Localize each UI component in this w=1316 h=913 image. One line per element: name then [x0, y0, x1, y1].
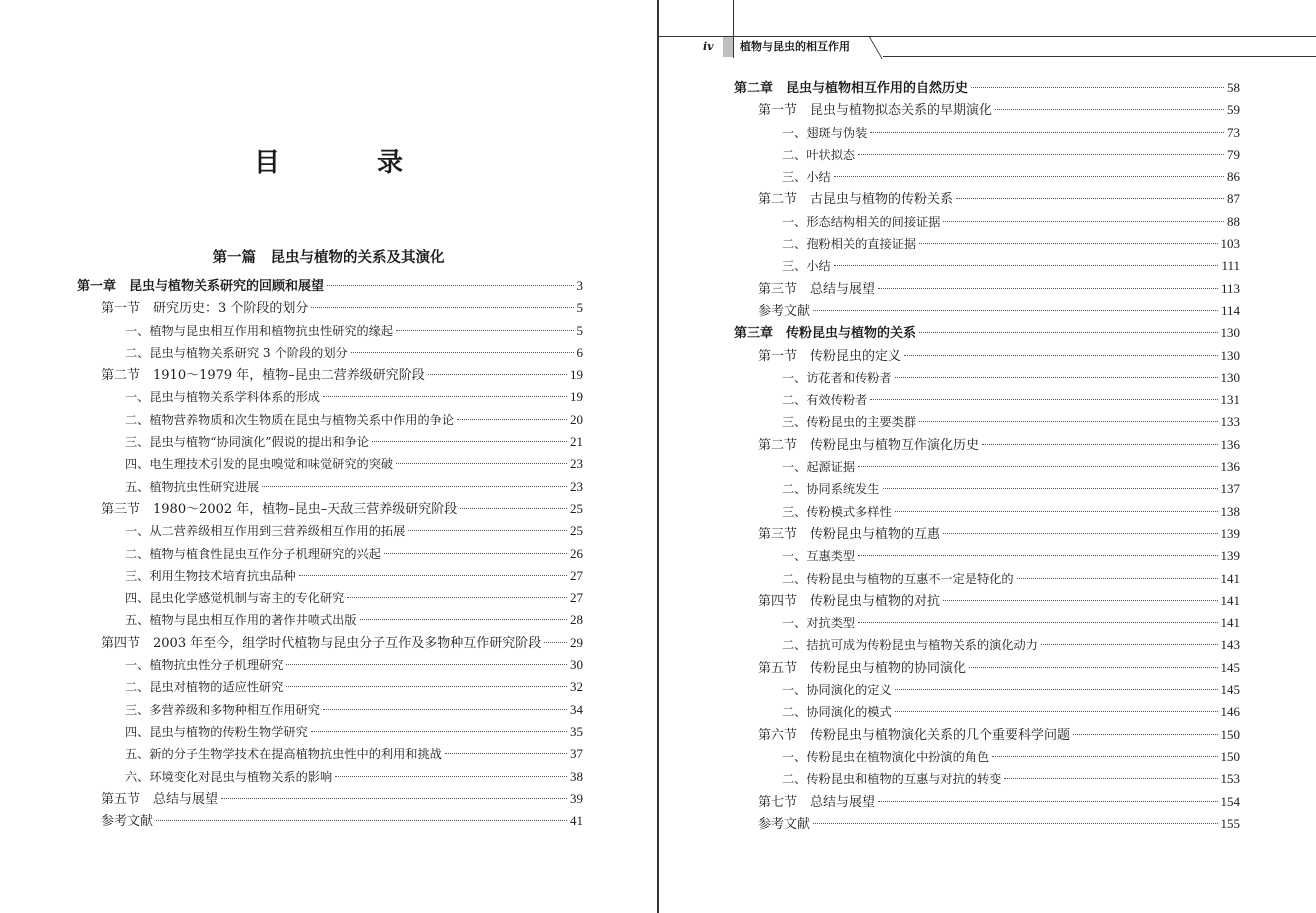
toc-entry-page-number: 34	[570, 701, 583, 717]
dot-leader	[360, 619, 567, 620]
toc-entry-item	[734, 612, 1240, 634]
toc-entry-item	[734, 411, 1240, 433]
toc-entry-page-number: 87	[1227, 191, 1240, 207]
toc-entry-item	[77, 699, 583, 721]
toc-entry-label: 第四节 2003 年至今，组学时代植物与昆虫分子互作及多物种互作研究阶段	[101, 635, 542, 651]
toc-entry-item	[734, 679, 1240, 701]
toc-entry-page-number: 114	[1220, 302, 1240, 318]
toc-entry-label: 第二节 1910～1979 年，植物–昆虫二营养级研究阶段	[101, 368, 425, 384]
dot-leader	[327, 285, 573, 286]
dot-leader	[895, 511, 1218, 512]
toc-entry-page-number: 130	[1220, 347, 1240, 363]
toc-entry-ref	[734, 300, 1240, 322]
toc-entry-ref	[734, 813, 1240, 835]
toc-entry-page-number: 19	[570, 367, 583, 383]
toc-entry-section	[734, 523, 1240, 545]
dot-leader	[408, 530, 567, 531]
toc-entry-page-number: 139	[1220, 525, 1240, 541]
dot-leader	[982, 444, 1217, 445]
toc-entry-page-number: 23	[570, 456, 583, 472]
toc-entry-item	[734, 367, 1240, 389]
dot-leader	[969, 667, 1217, 668]
dot-leader	[956, 198, 1224, 199]
dot-leader	[858, 622, 1217, 623]
dot-leader	[460, 508, 567, 509]
toc-entry-page-number: 150	[1220, 726, 1240, 742]
toc-entry-item	[77, 676, 583, 698]
toc-entry-page-number: 39	[570, 790, 583, 806]
header-book-title: 植物与昆虫的相互作用	[740, 40, 850, 53]
toc-entry-label: 一、访花者和传粉者	[782, 370, 892, 385]
toc-entry-item	[77, 320, 583, 342]
toc-entry-item	[77, 654, 583, 676]
toc-entry-label: 一、协同演化的定义	[782, 683, 892, 698]
toc-entry-label: 二、孢粉相关的直接证据	[782, 237, 917, 252]
toc-entry-section	[734, 188, 1240, 210]
toc-entry-label: 四、昆虫与植物的传粉生物学研究	[125, 724, 308, 739]
toc-entry-label: 二、昆虫与植物关系研究 3 个阶段的划分	[125, 345, 348, 360]
toc-entry-page-number: 113	[1220, 280, 1240, 296]
toc-entry-page-number: 58	[1227, 80, 1240, 95]
toc-entry-label: 第一节 昆虫与植物拟态关系的早期演化	[758, 103, 993, 119]
dot-leader	[311, 307, 573, 308]
dot-leader	[372, 441, 567, 442]
dot-leader	[457, 419, 567, 420]
toc-entry-item	[77, 721, 583, 743]
toc-entry-section	[77, 498, 583, 520]
toc-entry-label: 参考文献	[758, 816, 811, 832]
dot-leader	[883, 488, 1218, 489]
toc-entry-label: 三、小结	[782, 170, 831, 185]
toc-entry-item	[734, 389, 1240, 411]
dot-leader	[351, 352, 574, 353]
toc-entry-label: 二、传粉昆虫和植物的互惠与对抗的转变	[782, 772, 1002, 787]
toc-entry-label: 五、植物与昆虫相互作用的著作井喷式出版	[125, 613, 357, 628]
dot-leader	[834, 176, 1224, 177]
toc-entry-item	[734, 211, 1240, 233]
toc-entry-label: 二、拮抗可成为传粉昆虫与植物关系的演化动力	[782, 638, 1038, 653]
toc-entry-section	[734, 590, 1240, 612]
toc-entry-item	[77, 587, 583, 609]
toc-entry-label: 二、有效传粉者	[782, 393, 868, 408]
toc-entry-label: 三、传粉模式多样性	[782, 504, 892, 519]
dot-leader	[878, 801, 1217, 802]
toc-entry-label: 第二章 昆虫与植物相互作用的自然历史	[734, 81, 969, 96]
toc-entry-label: 二、传粉昆虫与植物的互惠不一定是特化的	[782, 571, 1014, 586]
dot-leader	[895, 711, 1218, 712]
toc-entry-page-number: 21	[570, 434, 583, 450]
toc-entry-page-number: 145	[1220, 659, 1240, 675]
toc-entry-page-number: 38	[570, 768, 583, 784]
toc-entry-page-number: 111	[1221, 258, 1240, 274]
toc-entry-item	[77, 520, 583, 542]
toc-entry-ref	[77, 810, 583, 832]
dot-leader	[445, 753, 567, 754]
dot-leader	[878, 288, 1218, 289]
toc-entry-label: 三、小结	[782, 259, 831, 274]
toc-entry-label: 三、昆虫与植物“协同演化”假说的提出和争论	[125, 435, 370, 450]
toc-entry-label: 第三节 传粉昆虫与植物的互惠	[758, 526, 941, 542]
toc-entry-page-number: 130	[1220, 325, 1240, 341]
header-bottom-rule	[883, 56, 1316, 57]
toc-entry-page-number: 41	[570, 813, 583, 829]
dot-leader	[221, 798, 567, 799]
toc-entry-item	[734, 456, 1240, 478]
toc-entry-label: 第一节 研究历史：3 个阶段的划分	[101, 301, 309, 317]
toc-entry-item	[734, 478, 1240, 500]
dot-leader	[1041, 644, 1218, 645]
toc-entry-label: 二、协同系统发生	[782, 482, 880, 497]
toc-entry-label: 五、新的分子生物学技术在提高植物抗虫性中的利用和挑战	[125, 747, 442, 762]
toc-entry-label: 一、植物与昆虫相互作用和植物抗虫性研究的缘起	[125, 323, 394, 338]
toc-entry-page-number: 138	[1220, 503, 1240, 519]
dot-leader	[813, 310, 1218, 311]
toc-entry-label: 第二节 传粉昆虫与植物互作演化历史	[758, 437, 980, 453]
toc-entry-page-number: 35	[570, 723, 583, 739]
running-header	[659, 0, 1316, 60]
dot-leader	[995, 109, 1224, 110]
toc-entry-page-number: 25	[570, 500, 583, 516]
dot-leader	[323, 709, 567, 710]
toc-entry-page-number: 6	[576, 344, 583, 360]
toc-title: 目 录	[253, 148, 448, 178]
toc-entry-item	[734, 166, 1240, 188]
header-tab-marker	[723, 37, 733, 57]
toc-entry-item	[77, 409, 583, 431]
toc-entry-page-number: 88	[1227, 213, 1240, 229]
toc-entry-item	[734, 255, 1240, 277]
toc-entry-section	[734, 791, 1240, 813]
left-page	[0, 0, 657, 913]
toc-entry-page-number: 29	[570, 634, 583, 650]
toc-entry-page-number: 154	[1220, 793, 1240, 809]
header-page-number: iv	[703, 40, 714, 53]
toc-entry-page-number: 139	[1220, 548, 1240, 564]
toc-entry-page-number: 86	[1227, 169, 1240, 185]
dot-leader	[286, 664, 567, 665]
toc-entry-page-number: 136	[1220, 459, 1240, 475]
toc-entry-label: 第六节 传粉昆虫与植物演化关系的几个重要科学问题	[758, 727, 1071, 743]
dot-leader	[943, 221, 1224, 222]
toc-entry-page-number: 23	[570, 478, 583, 494]
dot-leader	[1073, 734, 1217, 735]
toc-entry-page-number: 3	[576, 278, 583, 293]
toc-entry-label: 四、昆虫化学感觉机制与寄主的专化研究	[125, 591, 345, 606]
toc-entry-label: 一、翅斑与伪装	[782, 125, 868, 140]
toc-entry-page-number: 20	[570, 411, 583, 427]
dot-leader	[858, 555, 1217, 556]
dot-leader	[156, 820, 567, 821]
toc-entry-section	[734, 657, 1240, 679]
toc-entry-label: 一、互惠类型	[782, 549, 856, 564]
toc-entry-item	[734, 568, 1240, 590]
dot-leader	[870, 132, 1224, 133]
toc-entry-page-number: 143	[1220, 637, 1240, 653]
toc-entry-label: 参考文献	[758, 303, 811, 319]
toc-entry-item	[77, 342, 583, 364]
toc-entry-section	[77, 364, 583, 386]
toc-entry-label: 一、起源证据	[782, 460, 856, 475]
toc-entry-page-number: 26	[570, 545, 583, 561]
toc-entry-page-number: 131	[1220, 392, 1240, 408]
toc-entry-item	[734, 144, 1240, 166]
toc-entry-label: 二、叶状拟态	[782, 147, 856, 162]
toc-entry-item	[77, 431, 583, 453]
toc-entry-page-number: 141	[1220, 570, 1240, 586]
toc-entry-section	[734, 724, 1240, 746]
toc-entry-label: 二、协同演化的模式	[782, 705, 892, 720]
toc-entry-page-number: 27	[570, 567, 583, 583]
dot-leader	[919, 421, 1217, 422]
toc-entry-page-number: 103	[1220, 236, 1240, 252]
dot-leader	[544, 642, 567, 643]
toc-entry-item	[734, 122, 1240, 144]
toc-entry-item	[734, 501, 1240, 523]
dot-leader	[992, 756, 1217, 757]
toc-entry-item	[77, 565, 583, 587]
toc-entry-item	[734, 545, 1240, 567]
toc-entry-page-number: 145	[1220, 682, 1240, 698]
toc-entry-page-number: 155	[1220, 815, 1240, 831]
toc-entry-item	[734, 233, 1240, 255]
toc-entry-label: 第一节 传粉昆虫的定义	[758, 348, 902, 364]
toc-entry-label: 一、从二营养级相互作用到三营养级相互作用的拓展	[125, 524, 406, 539]
toc-entry-item	[77, 766, 583, 788]
toc-entry-item	[77, 476, 583, 498]
dot-leader	[396, 330, 573, 331]
toc-entry-item	[77, 743, 583, 765]
dot-leader	[895, 689, 1218, 690]
toc-entry-section	[734, 345, 1240, 367]
toc-entry-item	[734, 768, 1240, 790]
dot-leader	[262, 486, 567, 487]
toc-entry-label: 第四节 传粉昆虫与植物的对抗	[758, 593, 941, 609]
dot-leader	[919, 332, 1217, 333]
dot-leader	[347, 597, 567, 598]
toc-entry-label: 第五节 总结与展望	[101, 791, 219, 807]
toc-entry-chapter	[734, 77, 1240, 99]
toc-entry-label: 一、传粉昆虫在植物演化中扮演的角色	[782, 749, 990, 764]
toc-entry-item	[77, 386, 583, 408]
toc-entry-page-number: 5	[576, 300, 583, 316]
dot-leader	[971, 87, 1224, 88]
toc-entry-label: 四、电生理技术引发的昆虫嗅觉和味觉研究的突破	[125, 457, 394, 472]
toc-entry-section	[77, 297, 583, 319]
toc-list-right	[734, 77, 1240, 835]
toc-entry-label: 第二节 古昆虫与植物的传粉关系	[758, 192, 954, 208]
toc-entry-section	[734, 434, 1240, 456]
toc-entry-label: 三、传粉昆虫的主要类群	[782, 415, 917, 430]
toc-entry-page-number: 27	[570, 590, 583, 606]
toc-entry-page-number: 146	[1220, 704, 1240, 720]
toc-entry-label: 一、昆虫与植物关系学科体系的形成	[125, 390, 320, 405]
toc-entry-page-number: 73	[1227, 124, 1240, 140]
toc-entry-label: 第七节 总结与展望	[758, 794, 876, 810]
toc-entry-label: 二、植物与植食性昆虫互作分子机理研究的兴起	[125, 546, 381, 561]
dot-leader	[858, 154, 1224, 155]
toc-entry-page-number: 150	[1220, 748, 1240, 764]
toc-entry-label: 五、植物抗虫性研究进展	[125, 479, 260, 494]
dot-leader	[311, 731, 567, 732]
toc-entry-item	[77, 453, 583, 475]
toc-entry-label: 一、形态结构相关的间接证据	[782, 214, 941, 229]
dot-leader	[384, 553, 567, 554]
toc-entry-label: 一、植物抗虫性分子机理研究	[125, 658, 284, 673]
toc-entry-label: 第三节 1980～2002 年，植物–昆虫–天敌三营养级研究阶段	[101, 501, 458, 517]
toc-entry-item	[734, 746, 1240, 768]
toc-entry-item	[734, 634, 1240, 656]
toc-entry-page-number: 133	[1220, 414, 1240, 430]
toc-entry-item	[734, 701, 1240, 723]
toc-entry-page-number: 137	[1220, 481, 1240, 497]
toc-entry-label: 第三节 总结与展望	[758, 281, 876, 297]
toc-entry-section	[734, 99, 1240, 121]
toc-entry-page-number: 19	[570, 389, 583, 405]
toc-entry-label: 第五节 传粉昆虫与植物的协同演化	[758, 660, 967, 676]
toc-entry-page-number: 25	[570, 523, 583, 539]
dot-leader	[870, 399, 1217, 400]
toc-entry-page-number: 5	[576, 322, 583, 338]
toc-entry-page-number: 59	[1227, 102, 1240, 118]
toc-entry-label: 六、环境变化对昆虫与植物关系的影响	[125, 769, 333, 784]
toc-entry-section	[77, 632, 583, 654]
toc-entry-label: 第三章 传粉昆虫与植物的关系	[734, 326, 917, 342]
right-page	[659, 0, 1316, 913]
toc-entry-page-number: 32	[570, 679, 583, 695]
toc-entry-label: 一、对抗类型	[782, 616, 856, 631]
dot-leader	[396, 463, 567, 464]
dot-leader	[1004, 778, 1217, 779]
dot-leader	[323, 396, 567, 397]
dot-leader	[1017, 578, 1218, 579]
dot-leader	[943, 600, 1217, 601]
toc-entry-page-number: 130	[1220, 369, 1240, 385]
dot-leader	[943, 533, 1217, 534]
toc-entry-label: 三、多营养级和多物种相互作用研究	[125, 702, 320, 717]
toc-entry-page-number: 30	[570, 657, 583, 673]
toc-entry-chapter	[77, 275, 583, 297]
toc-entry-item	[77, 609, 583, 631]
dot-leader	[428, 374, 567, 375]
toc-entry-section	[77, 788, 583, 810]
dot-leader	[858, 466, 1217, 467]
dot-leader	[286, 686, 567, 687]
toc-entry-page-number: 79	[1227, 146, 1240, 162]
dot-leader	[895, 377, 1218, 378]
toc-entry-label: 三、利用生物技术培育抗虫品种	[125, 568, 296, 583]
toc-entry-label: 二、昆虫对植物的适应性研究	[125, 680, 284, 695]
dot-leader	[299, 575, 567, 576]
toc-entry-label: 参考文献	[101, 814, 154, 830]
dot-leader	[919, 243, 1217, 244]
dot-leader	[813, 823, 1217, 824]
dot-leader	[904, 355, 1217, 356]
part-title: 第一篇 昆虫与植物的关系及其演化	[212, 249, 445, 266]
toc-entry-page-number: 153	[1220, 771, 1240, 787]
toc-entry-page-number: 141	[1220, 615, 1240, 631]
dot-leader	[834, 265, 1219, 266]
toc-entry-page-number: 37	[570, 746, 583, 762]
toc-entry-chapter	[734, 322, 1240, 344]
toc-entry-page-number: 28	[570, 612, 583, 628]
toc-entry-page-number: 141	[1220, 592, 1240, 608]
toc-entry-label: 二、植物营养物质和次生物质在昆虫与植物关系中作用的争论	[125, 412, 455, 427]
toc-entry-section	[734, 278, 1240, 300]
toc-list-left	[77, 275, 583, 832]
dot-leader	[335, 776, 567, 777]
toc-entry-label: 第一章 昆虫与植物关系研究的回顾和展望	[77, 279, 325, 294]
toc-entry-item	[77, 543, 583, 565]
toc-entry-page-number: 136	[1220, 436, 1240, 452]
